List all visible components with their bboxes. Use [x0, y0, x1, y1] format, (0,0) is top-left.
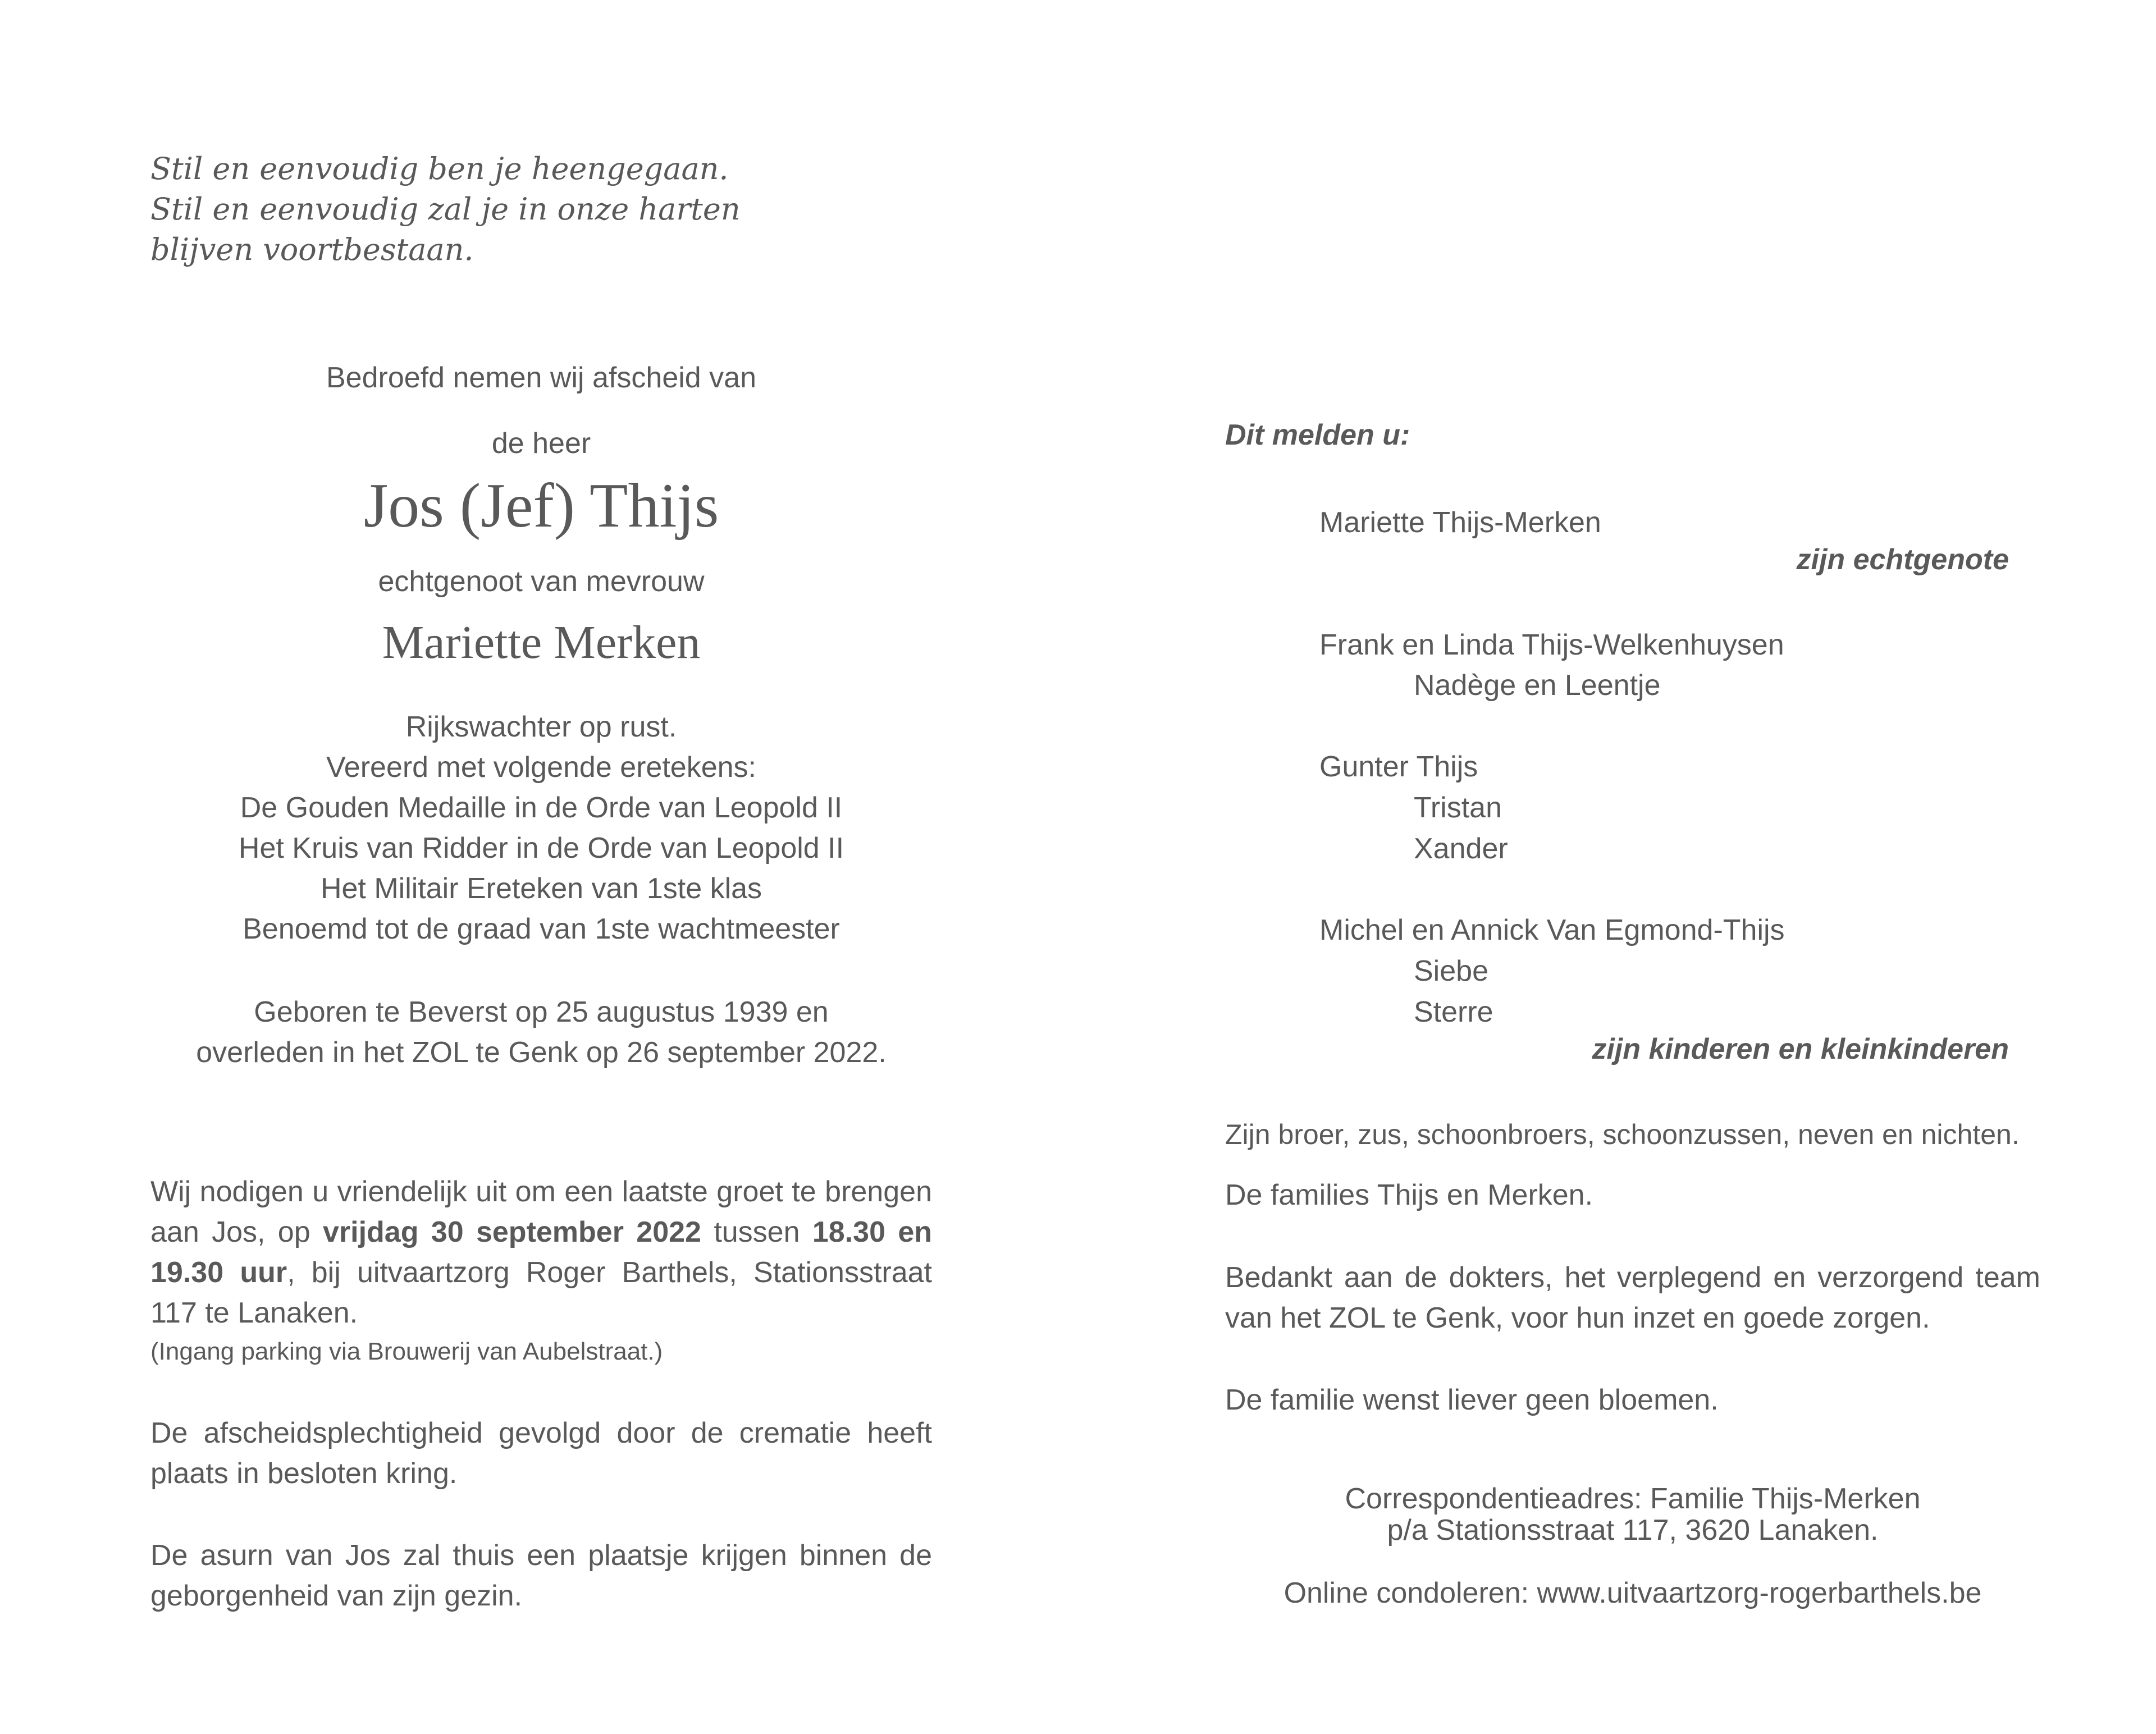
- grandchild-entry: Nadège en Leentje: [1414, 669, 1661, 702]
- ceremony-paragraph: De afscheidsplechtigheid gevolgd door de crematie heeft plaats in besloten kring.: [150, 1417, 932, 1490]
- urn-paragraph: De asurn van Jos zal thuis een plaatsje krijgen binnen de geborgenheid van zijn gezin.: [150, 1539, 932, 1612]
- child-entry: Michel en Annick Van Egmond-Thijs: [1319, 914, 1785, 946]
- grandchild-entry: Xander: [1414, 832, 1508, 865]
- spouse-name: Mariette Merken: [382, 616, 701, 669]
- children-role: zijn kinderen en kleinkinderen: [1592, 1033, 2009, 1065]
- poem-line: Stil en eenvoudig ben je heengegaan.: [150, 151, 729, 186]
- grandchild-entry: Tristan: [1414, 791, 1502, 824]
- death-line: overleden in het ZOL te Genk op 26 september 2022.: [196, 1036, 887, 1069]
- poem-line: blijven voortbestaan.: [150, 232, 474, 267]
- parking-note: (Ingang parking via Brouwerij van Aubelstraat.): [150, 1338, 663, 1365]
- intro-text: Bedroefd nemen wij afscheid van: [326, 362, 756, 394]
- family-heading: Dit melden u:: [1225, 419, 1410, 451]
- online-condolences: Online condoleren: www.uitvaartzorg-rogerbarthels.be: [1283, 1577, 1982, 1609]
- child-entry: Frank en Linda Thijs-Welkenhuysen: [1319, 629, 1784, 661]
- honor-line: De Gouden Medaille in de Orde van Leopold II: [240, 791, 843, 824]
- no-flowers-line: De familie wenst liever geen bloemen.: [1225, 1384, 1719, 1416]
- spouse-entry: Mariette Thijs-Merken: [1319, 506, 1601, 539]
- grandchild-entry: Siebe: [1414, 955, 1488, 987]
- deceased-name: Jos (Jef) Thijs: [363, 471, 719, 541]
- honor-line: Vereerd met volgende eretekens:: [326, 751, 757, 784]
- child-entry: Gunter Thijs: [1319, 751, 1478, 783]
- honor-line: Rijkswachter op rust.: [405, 711, 677, 743]
- poem-line: Stil en eenvoudig zal je in onze harten: [150, 191, 741, 227]
- honor-line: Het Militair Ereteken van 1ste klas: [320, 872, 762, 905]
- thanks-paragraph: Bedankt aan de dokters, het verplegend en verzorgend team van het ZOL te Genk, voor hun inzet en goede zorgen.: [1225, 1261, 2040, 1334]
- correspondence-line: Correspondentieadres: Familie Thijs-Merken: [1345, 1483, 1921, 1515]
- families-line: De families Thijs en Merken.: [1225, 1179, 1593, 1211]
- correspondence-address: [1225, 1483, 2040, 1546]
- honors-list: [150, 707, 932, 949]
- honorific: de heer: [491, 427, 591, 460]
- spouse-role: zijn echtgenote: [1796, 543, 2009, 576]
- birth-line: Geboren te Beverst op 25 augustus 1939 en: [254, 996, 829, 1028]
- birth-death: [150, 992, 932, 1073]
- visit-time: 18.30 en 19.30 uur: [150, 1216, 933, 1289]
- poem: [150, 149, 824, 270]
- invitation-paragraph: Wij nodigen u vriendelijk uit om een laatste groet te brengen aan Jos, op vrijdag 30 september 2022 tussen 18.30 en 19.30 uur, bij uitvaartzorg Roger Barthels, Stationsstraat 117 te Lanaken.: [150, 1175, 933, 1329]
- honor-line: Benoemd tot de graad van 1ste wachtmeester: [243, 913, 840, 945]
- visit-date: vrijdag 30 september 2022: [322, 1216, 701, 1248]
- grandchild-entry: Sterre: [1414, 996, 1493, 1028]
- spouse-intro: echtgenoot van mevrouw: [378, 565, 705, 598]
- relatives-line: Zijn broer, zus, schoonbroers, schoonzussen, neven en nichten.: [1225, 1119, 2020, 1150]
- honor-line: Het Kruis van Ridder in de Orde van Leopold II: [238, 832, 844, 864]
- address-line: p/a Stationsstraat 117, 3620 Lanaken.: [1387, 1514, 1879, 1547]
